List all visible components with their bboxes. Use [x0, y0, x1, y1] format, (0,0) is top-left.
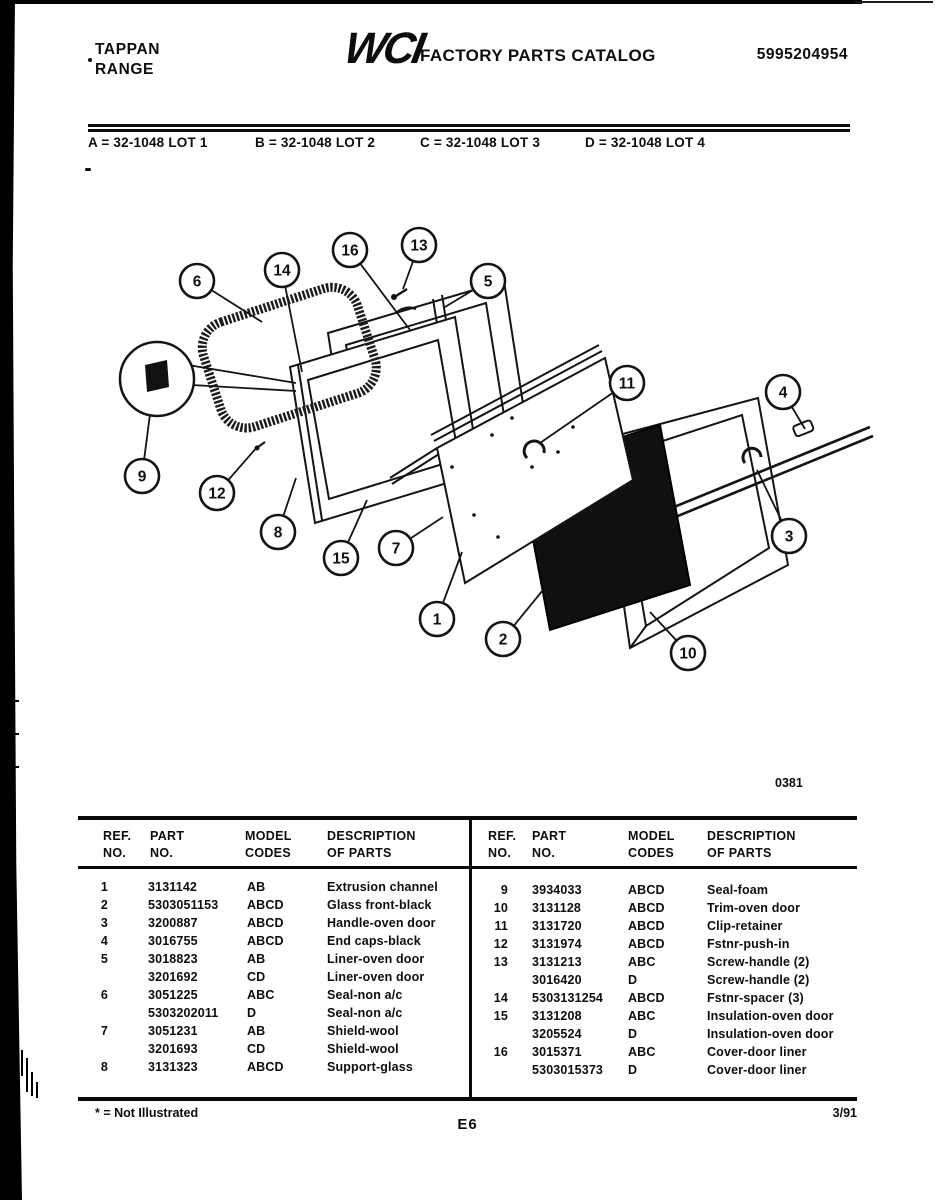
codes-cell: ABC	[628, 1045, 656, 1059]
col-header-ref: REF. NO.	[488, 829, 517, 860]
codes-cell: ABCD	[247, 898, 284, 912]
brand-line1: TAPPAN	[95, 41, 161, 58]
ref-cell: 1	[100, 880, 108, 894]
desc-cell: Screw-handle (2)	[707, 955, 810, 969]
part-cell: 3018823	[148, 952, 198, 966]
codes-cell: ABCD	[628, 883, 665, 897]
desc-cell: End caps-black	[327, 934, 421, 948]
part-cell: 3131720	[532, 919, 582, 933]
table-row	[478, 1009, 857, 1027]
header-rule-top	[88, 124, 850, 127]
ref-cell: 12	[493, 937, 508, 951]
callout-7	[379, 517, 443, 565]
ref-cell: 4	[100, 934, 108, 948]
codes-cell: ABC	[628, 1009, 656, 1023]
ref-cell: 8	[100, 1060, 108, 1074]
desc-cell: Insulation-oven door	[707, 1009, 834, 1023]
desc-cell: Shield-wool	[327, 1042, 399, 1056]
table-row	[478, 991, 857, 1009]
table-divider	[469, 816, 472, 1100]
footer-date: 3/91	[832, 1106, 857, 1120]
table-row	[478, 919, 857, 937]
table-row	[78, 1024, 468, 1042]
part-cell: 3131213	[532, 955, 582, 969]
codes-cell: ABCD	[628, 919, 665, 933]
codes-cell: D	[628, 1063, 638, 1077]
codes-cell: D	[628, 1027, 638, 1041]
part-cell: 5303051153	[148, 898, 219, 912]
lot-code-c: C = 32-1048 LOT 3	[420, 135, 541, 150]
table-row	[478, 1063, 857, 1081]
parts-table-left	[78, 880, 468, 1078]
desc-cell: Clip-retainer	[707, 919, 783, 933]
part-cell: 3205524	[532, 1027, 582, 1041]
table-row	[78, 898, 468, 916]
scan-edge-left	[0, 0, 22, 1200]
callout-13	[402, 228, 436, 289]
part-cell: 5303131254	[532, 991, 604, 1005]
table-row	[78, 934, 468, 952]
lot-code-b: B = 32-1048 LOT 2	[255, 135, 376, 150]
scan-edge-top	[14, 0, 862, 4]
handle-end-cap	[792, 420, 814, 437]
part-cell: 3934033	[532, 883, 582, 897]
header-rule-bottom	[88, 129, 850, 132]
part-cell: 3201692	[148, 970, 198, 984]
svg-text:13: 13	[410, 237, 428, 255]
part-cell: 3051225	[148, 988, 198, 1002]
part-cell: 3201693	[148, 1042, 198, 1056]
desc-cell: Liner-oven door	[327, 952, 425, 966]
svg-text:7: 7	[391, 540, 401, 558]
codes-cell: AB	[247, 1024, 266, 1038]
lot-code-d: D = 32-1048 LOT 4	[585, 135, 706, 150]
part-cell: 3131974	[532, 937, 582, 951]
part-cell: 3200887	[148, 916, 198, 930]
lot-code-a: A = 32-1048 LOT 1	[88, 135, 208, 150]
callout-9	[125, 414, 159, 493]
codes-cell: D	[247, 1006, 257, 1020]
scan-mark	[14, 700, 19, 702]
ref-cell: 5	[100, 952, 108, 966]
codes-cell: CD	[247, 970, 266, 984]
col-header-model: MODEL CODES	[628, 829, 675, 860]
table-rule-header	[78, 866, 857, 869]
scan-mark	[36, 1082, 38, 1098]
desc-cell: Handle-oven door	[327, 916, 436, 930]
callout-14	[265, 253, 302, 372]
desc-cell: Glass front-black	[327, 898, 432, 912]
table-row	[78, 1060, 468, 1078]
ref-cell: 7	[100, 1024, 108, 1038]
ref-cell: 10	[493, 901, 508, 915]
part-cell: 3131142	[148, 880, 198, 894]
scan-mark	[21, 1050, 23, 1076]
table-row	[78, 952, 468, 970]
svg-text:4: 4	[778, 384, 788, 402]
table-row	[478, 883, 857, 901]
codes-cell: D	[628, 973, 638, 987]
codes-cell: AB	[247, 952, 266, 966]
svg-text:14: 14	[273, 262, 291, 280]
brand-line2: RANGE	[95, 61, 154, 78]
desc-cell: Seal-foam	[707, 883, 769, 897]
callout-6	[180, 264, 262, 322]
table-row	[478, 973, 857, 991]
desc-cell: Extrusion channel	[327, 880, 438, 894]
part-cell: 3051231	[148, 1024, 198, 1038]
svg-text:8: 8	[273, 524, 283, 542]
codes-cell: ABCD	[628, 937, 665, 951]
codes-cell: ABCD	[628, 901, 665, 915]
table-row	[478, 1045, 857, 1063]
desc-cell: Seal-non a/c	[327, 988, 403, 1002]
screw-handle	[391, 289, 407, 300]
part-cell: 5303015373	[532, 1063, 604, 1077]
svg-text:2: 2	[498, 631, 508, 649]
scan-mark	[14, 733, 19, 735]
codes-cell: ABC	[247, 988, 275, 1002]
desc-cell: Seal-non a/c	[327, 1006, 403, 1020]
part-cell: 3016420	[532, 973, 582, 987]
scan-mark	[26, 1058, 28, 1092]
desc-cell: Support-glass	[327, 1060, 413, 1074]
catalog-title: FACTORY PARTS CATALOG	[420, 46, 656, 65]
table-row	[78, 988, 468, 1006]
table-row	[78, 916, 468, 934]
figure-number: 0381	[775, 776, 803, 790]
svg-text:1: 1	[432, 611, 442, 629]
table-row	[78, 970, 468, 988]
ref-cell: 16	[493, 1045, 508, 1059]
footer-note: * = Not Illustrated	[95, 1106, 199, 1120]
col-header-description: DESCRIPTION OF PARTS	[707, 829, 796, 860]
part-cell: 5303202011	[148, 1006, 219, 1020]
seal-foam-detail	[145, 360, 169, 392]
col-header-description: DESCRIPTION OF PARTS	[327, 829, 416, 860]
desc-cell: Liner-oven door	[327, 970, 425, 984]
col-header-part: PART NO.	[150, 829, 185, 860]
table-rule-bottom	[78, 1097, 857, 1101]
part-cell: 3131208	[532, 1009, 582, 1023]
desc-cell: Fstnr-push-in	[707, 937, 790, 951]
part-cell: 3131128	[532, 901, 582, 915]
scan-edge-top-right	[855, 1, 933, 3]
parts-table-right	[478, 883, 857, 1081]
callout-2	[486, 590, 543, 656]
table-row	[78, 1042, 468, 1060]
part-cell: 3131323	[148, 1060, 198, 1074]
desc-cell: Cover-door liner	[707, 1045, 807, 1059]
codes-cell: ABCD	[247, 1060, 284, 1074]
svg-text:9: 9	[137, 468, 147, 486]
codes-cell: AB	[247, 880, 266, 894]
scan-speck	[88, 58, 92, 62]
callout-12	[200, 446, 258, 510]
svg-text:15: 15	[332, 550, 350, 568]
codes-cell: ABCD	[247, 934, 284, 948]
desc-cell: Trim-oven door	[707, 901, 801, 915]
table-row	[478, 937, 857, 955]
ref-cell: 11	[494, 919, 508, 933]
callout-16	[333, 233, 410, 330]
ref-cell: 14	[493, 991, 508, 1005]
table-rule-top	[78, 816, 857, 820]
desc-cell: Cover-door liner	[707, 1063, 807, 1077]
ref-cell: 15	[493, 1009, 508, 1023]
callout-1	[420, 552, 462, 636]
brand-block	[95, 40, 160, 80]
desc-cell: Screw-handle (2)	[707, 973, 810, 987]
svg-text:11: 11	[618, 375, 636, 393]
col-header-ref: REF. NO.	[103, 829, 132, 860]
codes-cell: CD	[247, 1042, 266, 1056]
svg-text:6: 6	[192, 273, 202, 291]
desc-cell: Shield-wool	[327, 1024, 399, 1038]
document-number: 5995204954	[756, 46, 848, 63]
callout-4	[766, 375, 805, 429]
callout-8	[261, 478, 296, 549]
ref-cell: 3	[100, 916, 108, 930]
svg-text:16: 16	[341, 242, 359, 260]
table-row	[78, 880, 468, 898]
table-row	[478, 901, 857, 919]
codes-cell: ABCD	[247, 916, 284, 930]
exploded-diagram	[100, 215, 880, 690]
col-header-part: PART NO.	[532, 829, 567, 860]
desc-cell: Insulation-oven door	[707, 1027, 834, 1041]
col-header-model: MODEL CODES	[245, 829, 292, 860]
codes-cell: ABCD	[628, 991, 665, 1005]
part-cell: 3016755	[148, 934, 198, 948]
codes-cell: ABC	[628, 955, 656, 969]
diagram-art	[120, 280, 873, 648]
ref-cell: 13	[493, 955, 508, 969]
scan-mark	[15, 1042, 18, 1062]
table-row	[478, 955, 857, 973]
svg-text:12: 12	[208, 485, 226, 503]
scan-mark	[31, 1072, 33, 1096]
svg-text:10: 10	[679, 645, 697, 663]
footer-page-code: E6	[457, 1116, 478, 1133]
scan-mark	[14, 766, 19, 768]
desc-cell: Fstnr-spacer (3)	[707, 991, 804, 1005]
svg-text:5: 5	[483, 273, 493, 291]
svg-text:3: 3	[784, 528, 794, 546]
part-cell: 3015371	[532, 1045, 582, 1059]
table-row	[78, 1006, 468, 1024]
scan-speck	[85, 168, 91, 171]
table-row	[478, 1027, 857, 1045]
wci-logo: WCI	[340, 24, 426, 73]
ref-cell: 6	[100, 988, 108, 1002]
ref-cell: 2	[100, 898, 108, 912]
ref-cell: 9	[500, 883, 508, 897]
